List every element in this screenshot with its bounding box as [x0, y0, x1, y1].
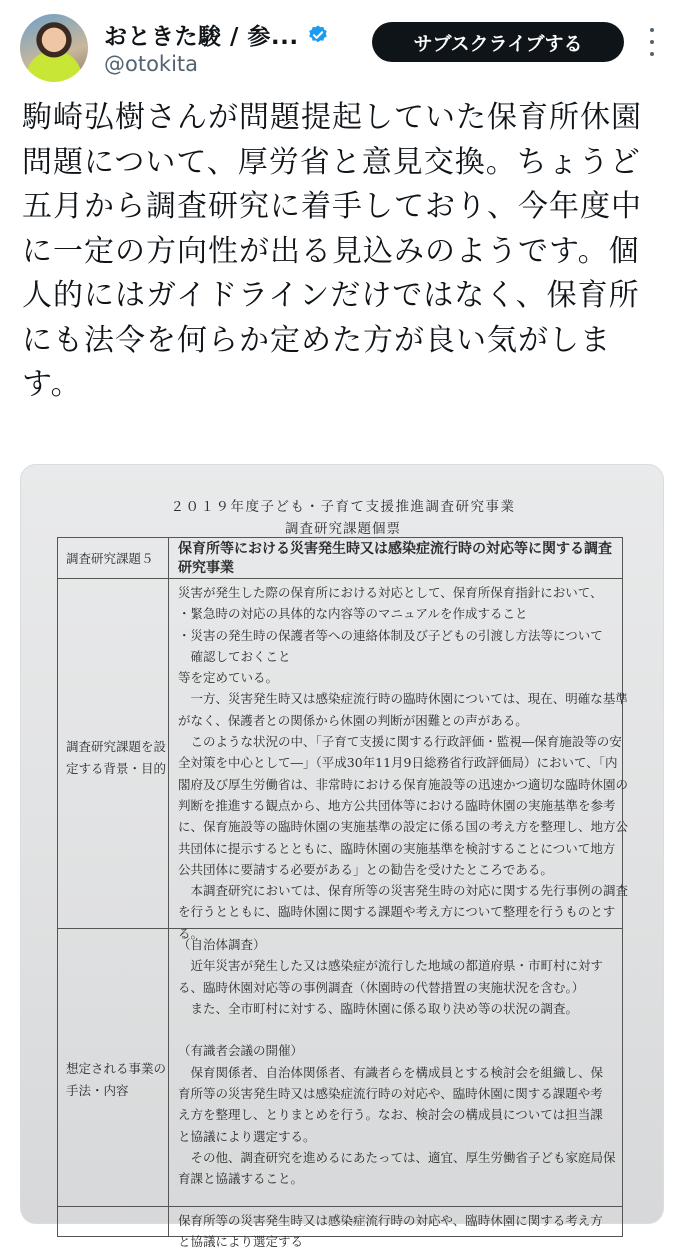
document-table: [57, 537, 629, 1250]
row-line: に、保育施設等の臨時休園の実施基準の設定に係る国の考え方を整理し、地方公: [178, 819, 629, 835]
row-line: 判断を推進する観点から、地方公共団体等における臨時休園の実施基準を参考: [178, 797, 616, 813]
row-line: 近年災害が発生した又は感染症が流行した地域の都道府県・市町村に対す: [178, 958, 604, 974]
row-line: その他、調査研究を進めるにあたっては、適宜、厚生労働省子ども家庭局保: [178, 1149, 616, 1165]
row-line: 育課と協議すること。: [178, 1171, 304, 1187]
row-line: 全対策を中心として―」（平成30年11月9日総務省行政評価局）において、「内: [178, 755, 618, 771]
row-content: [178, 934, 618, 1190]
row-line: （有識者会議の開催）: [178, 1043, 304, 1059]
row-line: 保育所等の災害発生時又は感染症流行時の対応や、臨時休園に関する考え方: [178, 1213, 603, 1228]
handle[interactable]: @otokita: [104, 52, 199, 76]
row-line: 共団体に提示するとともに、臨時休園の実施基準を検討することについて地方: [178, 840, 616, 856]
row-line: 本調査研究においては、保育所等の災害発生時の対応に関する先行事例の調査: [178, 883, 629, 899]
row-line: 一方、災害発生時又は感染症流行時の臨時休園については、現在、明確な基準: [178, 691, 628, 707]
tweet-image[interactable]: [20, 464, 664, 1250]
row-line: 災害が発生した際の保育所における対応として、保育所保育指針において、: [178, 585, 603, 600]
row-line: を行うとともに、臨時休園に関する課題や考え方について整理を行うものとす: [178, 904, 616, 920]
row-content: [178, 540, 618, 578]
table-column-divider: [168, 538, 169, 1236]
row-line: （自治体調査）: [178, 937, 266, 952]
row-content: [178, 582, 629, 944]
row-label: 調査研究課題５: [66, 551, 154, 566]
tweet-header: [0, 0, 684, 92]
row-line: 確認しておくこと: [178, 648, 291, 664]
document-subtitle: 調査研究課題個票: [285, 521, 401, 537]
row-line: がなく、保護者との関係から休園の判断が困難との声がある。: [178, 712, 528, 728]
row-line: このような状況の中、「子育て支援に関する行政評価・監視―保育施設等の安: [178, 734, 622, 750]
row-line: 保育所等における災害発生時又は感染症流行時の対応等に関する調査研究事業: [178, 541, 612, 576]
row-line: と協議により選定する: [178, 1234, 304, 1250]
avatar[interactable]: [20, 14, 88, 82]
row-line: る。: [178, 925, 204, 941]
more-vertical-icon[interactable]: [642, 28, 662, 56]
verified-badge-icon: [307, 24, 329, 46]
table-row-divider: [58, 1206, 622, 1207]
row-line: ・災害の発生時の保護者等への連絡体制及び子どもの引渡し方法等について: [178, 627, 603, 643]
row-line: [178, 1019, 618, 1040]
row-line: え方を整理し、とりまとめを行う。なお、検討会の構成員については担当課: [178, 1107, 603, 1123]
row-line: 公共団体に要請する必要がある」との勧告を受けたところである。: [178, 861, 553, 877]
author-name-row: [104, 18, 329, 51]
row-line: 育所等の災害発生時又は感染症流行時の対応や、臨時休園に関する課題や考: [178, 1086, 603, 1102]
row-line: と協議により選定する。: [178, 1128, 316, 1144]
row-line: 閣府及び厚生労働省は、非常時における保育施設等の迅速かつ適切な臨時休園の: [178, 776, 629, 792]
row-line: また、全市町村に対する、臨時休園に係る取り決め等の状況の調査。: [178, 1000, 579, 1016]
subscribe-button[interactable]: サブスクライブする: [372, 22, 624, 62]
document-title: ２０１９年度子ども・子育て支援推進調査研究事業: [170, 499, 516, 515]
row-content: [178, 1210, 618, 1253]
table-row-divider: [58, 578, 622, 579]
row-label: 想定される事業の手法・内容: [66, 1061, 167, 1098]
row-line: ・緊急時の対応の具体的な内容等のマニュアルを作成すること: [178, 606, 528, 622]
tweet-text: 駒崎弘樹さんが問題提起していた保育所休園問題について、厚労省と意見交換。ちょうど五月から調査研究に着手しており、今年度中に一定の方向性が出る見込みのようです。個人的にはガイドラインだけではなく、保育所にも法令を何らか定めた方が良い気がします。: [22, 100, 642, 402]
document-photo: [21, 465, 665, 1250]
display-name[interactable]: おときた駿 / 参...: [104, 24, 299, 50]
row-line: る、臨時休園対応等の事例調査（休園時の代替措置の実施状況を含む。）: [178, 979, 585, 995]
row-line: 保育関係者、自治体関係者、有識者らを構成員とする検討会を組織し、保: [178, 1064, 604, 1080]
row-line: 等を定めている。: [178, 670, 279, 686]
row-label: 調査研究課題を設定する背景・目的: [66, 739, 167, 776]
